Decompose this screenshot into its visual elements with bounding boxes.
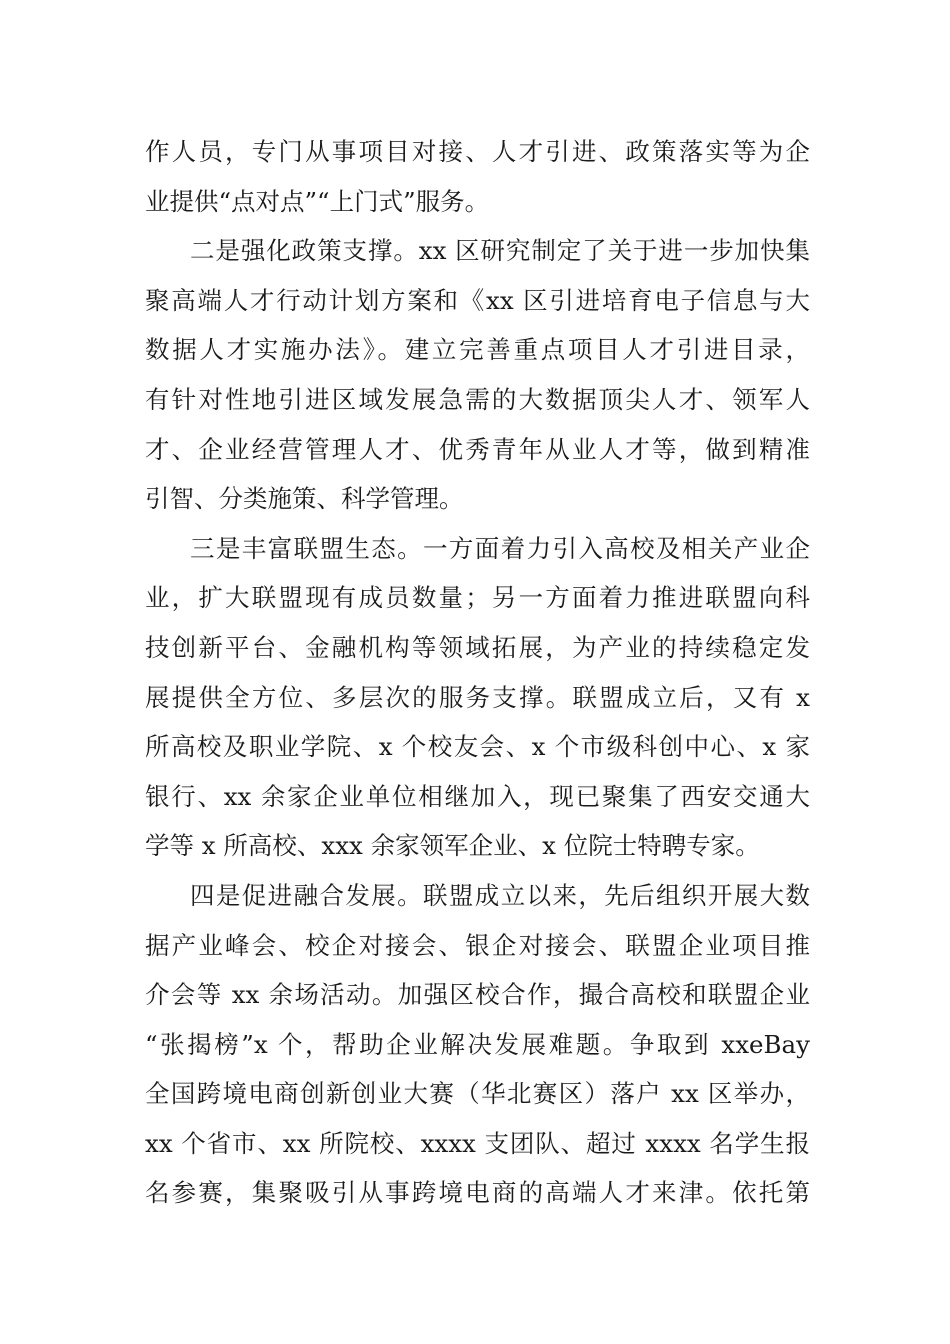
paragraph bbox=[145, 127, 810, 226]
text-line: 银行、xx 余家企业单位相继加入，现已聚集了西安交通大 bbox=[145, 781, 810, 811]
text-line: “张揭榜”x 个，帮助企业解决发展难题。争取到 xxeBay bbox=[145, 1029, 810, 1059]
text-line: 引智、分类施策、科学管理。 bbox=[145, 484, 464, 514]
text-line: 名参赛，集聚吸引从事跨境电商的高端人才来津。依托第 bbox=[145, 1178, 810, 1208]
text-line: 据产业峰会、校企对接会、银企对接会、联盟企业项目推 bbox=[145, 930, 810, 960]
text-line: 作人员，专门从事项目对接、人才引进、政策落实等为企 bbox=[145, 137, 810, 166]
text-line: 四是促进融合发展。联盟成立以来，先后组织开展大数 bbox=[190, 880, 810, 910]
paragraph bbox=[145, 871, 810, 1218]
text-line: 三是丰富联盟生态。一方面着力引入高校及相关产业企 bbox=[190, 533, 810, 563]
text-line: 技创新平台、金融机构等领域拓展，为产业的持续稳定发 bbox=[145, 632, 810, 662]
document-body bbox=[145, 127, 810, 1218]
text-line: 学等 x 所高校、xxx 余家领军企业、x 位院士特聘专家。 bbox=[145, 831, 760, 861]
text-line: 聚高端人才行动计划方案和《xx 区引进培育电子信息与大 bbox=[145, 285, 810, 315]
text-line: 介会等 xx 余场活动。加强区校合作，撮合高校和联盟企业 bbox=[145, 980, 810, 1010]
text-line: 才、企业经营管理人才、优秀青年从业人才等，做到精准 bbox=[145, 434, 810, 464]
text-line: 数据人才实施办法》。建立完善重点项目人才引进目录， bbox=[145, 335, 810, 365]
text-line: 有针对性地引进区域发展急需的大数据顶尖人才、领军人 bbox=[145, 384, 810, 414]
text-line: xx 个省市、xx 所院校、xxxx 支团队、超过 xxxx 名学生报 bbox=[145, 1128, 810, 1158]
text-line: 全国跨境电商创新创业大赛（华北赛区）落户 xx 区举办， bbox=[145, 1079, 810, 1109]
text-line: 所高校及职业学院、x 个校友会、x 个市级科创中心、x 家 bbox=[145, 732, 810, 762]
paragraph bbox=[145, 226, 810, 524]
text-line: 业，扩大联盟现有成员数量；另一方面着力推进联盟向科 bbox=[145, 583, 810, 613]
text-line: 业提供“点对点”“上门式”服务。 bbox=[145, 186, 490, 216]
paragraph bbox=[145, 524, 810, 871]
text-line: 展提供全方位、多层次的服务支撑。联盟成立后，又有 x bbox=[145, 682, 810, 712]
text-line: 二是强化政策支撑。xx 区研究制定了关于进一步加快集 bbox=[190, 236, 810, 266]
